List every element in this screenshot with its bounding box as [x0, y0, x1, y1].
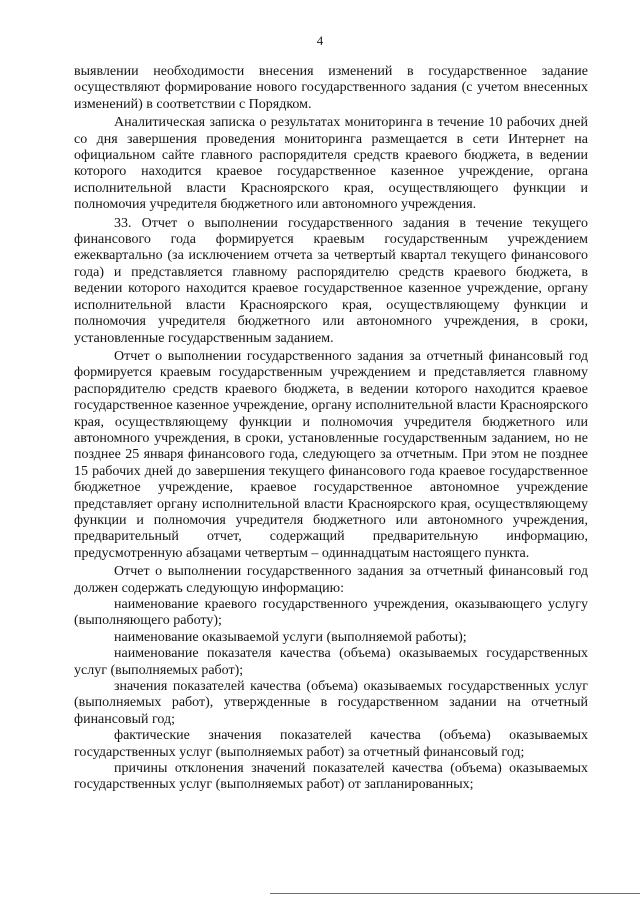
paragraph-annual-report: Отчет о выполнении государственного задания за отчетный финансовый год формируется краевым государственным учреждением и представляется главному распорядителю средств краевого бюджета, в ведении которого находится краевое государственное казенное учреждение, органу исполнительной власти Красноярского края, осуществляющему функции и полномочия учредителя бюджетного или автономного учреждения, в сроки, установленные государственным заданием, но не позднее 25 января финансового года, следующего за отчетным. При этом не позднее 15 рабочих дней до завершения текущего финансового года краевое государственное бюджетное учреждение, краевое государственное автономное учреждение представляет органу исполнительной власти Красноярского края, осуществляющему функции и полномочия учредителя бюджетного или автономного учреждения, предварительный отчет, содержащий предварительную информацию, предусмотренную абзацами четвертым – одиннадцатым настоящего пункта.: [74, 348, 588, 561]
list-item-indicator-name: наименование показателя качества (объема) оказываемых государственных услуг (выполняемых работ);: [74, 646, 588, 678]
list-item-actual-values: фактические значения показателей качества (объема) оказываемых государственных услуг (выполняемых работ) за отчетный финансовый год;: [74, 728, 588, 760]
paragraph-analytical-note: Аналитическая записка о результатах мониторинга в течение 10 рабочих дней со дня завершения проведения мониторинга размещается в сети Интернет на официальном сайте главного распорядителя средств краевого бюджета, в ведении которого находится краевое государственное казенное учреждение, органа исполнительной власти Красноярского края, осуществляющего функции и полномочия учредителя бюджетного или автономного учреждения.: [74, 115, 588, 213]
scan-edge-line: [270, 893, 640, 894]
page-number: 4: [316, 33, 324, 48]
document-body: [74, 64, 588, 794]
list-item-service-name: наименование оказываемой услуги (выполняемой работы);: [114, 629, 467, 645]
paragraph-report-contents-intro: Отчет о выполнении государственного задания за отчетный финансовый год должен содержать следующую информацию:: [74, 564, 588, 596]
paragraph-continuation: выявлении необходимости внесения изменений в государственное задание осуществляют формирование нового государственного задания (с учетом внесенных изменений) в соответствии с Порядком.: [74, 64, 588, 112]
paragraph-clause-33: 33. Отчет о выполнении государственного задания в течение текущего финансового года формируется краевым государственным учреждением ежеквартально (за исключением отчета за четвертый квартал текущего финансового года) и представляется главному распорядителю средств краевого бюджета, в ведении которого находится краевое государственное казенное учреждение, органу исполнительной власти Красноярского края, осуществляющему функции и полномочия учредителя бюджетного или автономного учреждения, в сроки, установленные государственным заданием.: [74, 215, 588, 346]
list-item-planned-values: значения показателей качества (объема) оказываемых государственных услуг (выполняемых работ), утвержденные в государственном задании на отчетный финансовый год;: [74, 679, 588, 727]
list-item-institution-name: наименование краевого государственного учреждения, оказывающего услугу (выполняющего работу);: [74, 597, 588, 629]
list-item-deviation-reasons: причины отклонения значений показателей качества (объема) оказываемых государственных услуг (выполняемых работ) от запланированных;: [74, 761, 588, 793]
